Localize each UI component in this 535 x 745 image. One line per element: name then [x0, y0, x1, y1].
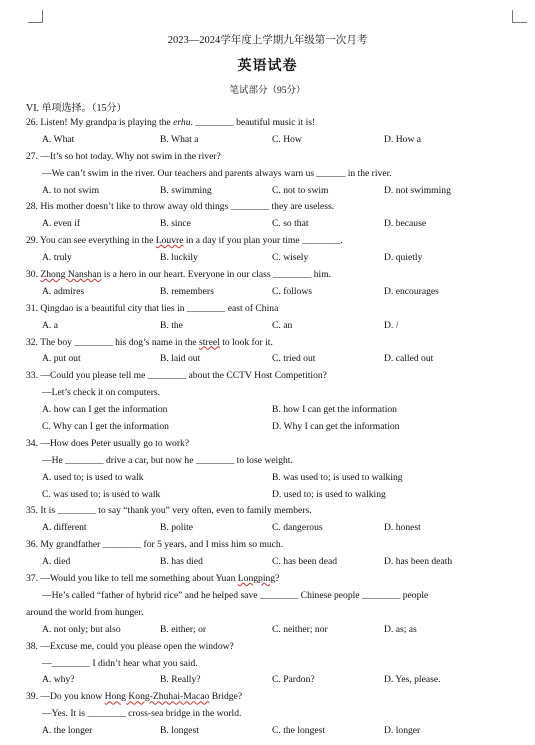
answer-option[interactable]: A. different [42, 522, 87, 534]
paper-title: 英语试卷 [237, 59, 298, 74]
option-row [26, 250, 516, 267]
answer-option[interactable]: D. How a [384, 133, 422, 145]
option-row [26, 487, 516, 504]
question-stem: 32. The boy ________ his dog’s name in the streel to look for it. [26, 336, 273, 348]
question-stem: 35. It is ________ to say “thank you” very often, even to family members. [26, 505, 312, 517]
crop-mark-top-left [28, 10, 43, 23]
answer-option[interactable]: A. truly [42, 252, 72, 264]
question-stem: 28. His mother doesn’t like to throw away old things ________ they are useless. [26, 201, 335, 213]
answer-option[interactable]: D. used to; is used to walking [272, 488, 386, 500]
answer-option[interactable]: C. was used to; is used to walk [42, 488, 161, 500]
answer-option[interactable]: B. since [160, 218, 191, 230]
question-36 [26, 537, 516, 571]
question-37 [26, 571, 516, 639]
question-stem: 37. —Would you like to tell me something about Yuan Longping? [26, 573, 280, 585]
question-stem: 38. —Excuse me, could you please open the window? [26, 640, 234, 652]
question-28 [26, 199, 516, 233]
answer-option[interactable]: C. not to swim [272, 184, 329, 196]
question-32 [26, 335, 516, 369]
question-stem: 39. —Do you know Hong Kong-Zhuhai-Macao Bridge? [26, 691, 243, 703]
answer-option[interactable]: D. quietly [384, 252, 423, 264]
section-title: VI. 单项选择。（15分） [26, 103, 127, 114]
question-38 [26, 639, 516, 690]
answer-option[interactable]: C. so that [272, 218, 309, 230]
answer-option[interactable]: B. remembers [160, 285, 214, 297]
answer-option[interactable]: B. luckily [160, 252, 198, 264]
answer-option[interactable]: A. admires [42, 285, 85, 297]
answer-option[interactable]: D. / [384, 319, 399, 331]
question-line: —We can’t swim in the river. Our teachers and parents always warn us ______ in the river. [42, 167, 392, 179]
answer-option[interactable]: D. longer [384, 725, 421, 737]
answer-option[interactable]: B. has died [160, 556, 203, 568]
answer-option[interactable]: D. encourages [384, 285, 439, 297]
question-35 [26, 503, 516, 537]
answer-option[interactable]: C. How [272, 133, 302, 145]
answer-option[interactable]: C. dangerous [272, 522, 323, 534]
answer-option[interactable]: B. how I can get the information [272, 404, 397, 416]
answer-option[interactable]: B. swimming [160, 184, 212, 196]
answer-option[interactable]: A. a [42, 319, 58, 331]
option-row [26, 470, 516, 487]
question-31 [26, 301, 516, 335]
answer-option[interactable]: A. used to; is used to walk [42, 471, 144, 483]
option-row [26, 318, 516, 335]
answer-option[interactable]: A. the longer [42, 725, 93, 737]
answer-option[interactable]: A. why? [42, 674, 75, 686]
option-row [26, 132, 516, 149]
answer-option[interactable]: C. Why can I get the information [42, 421, 169, 433]
section-score: 笔试部分（95分） [229, 86, 306, 96]
option-row [26, 402, 516, 419]
question-line: —________ I didn’t hear what you said. [42, 657, 198, 669]
answer-option[interactable]: C. an [272, 319, 293, 331]
question-39 [26, 689, 516, 740]
answer-option[interactable]: B. was used to; is used to walking [272, 471, 403, 483]
question-stem: 30. Zhong Nanshan is a hero in our heart. Everyone in our class ________ him. [26, 269, 332, 281]
answer-option[interactable]: D. honest [384, 522, 421, 534]
answer-option[interactable]: A. not only; but also [42, 623, 121, 635]
answer-option[interactable]: B. Really? [160, 674, 201, 686]
answer-option[interactable]: C. has been dead [272, 556, 338, 568]
question-33 [26, 368, 516, 436]
question-line: around the world from hunger. [26, 606, 144, 618]
answer-option[interactable]: B. polite [160, 522, 194, 534]
answer-option[interactable]: B. the [160, 319, 183, 331]
question-line: —He’s called “father of hybrid rice” and he helped save ________ Chinese people ________ people [42, 589, 429, 601]
answer-option[interactable]: D. called out [384, 353, 434, 365]
answer-option[interactable]: D. because [384, 218, 427, 230]
crop-mark-top-right [512, 10, 527, 23]
question-stem: 26. Listen! My grandpa is playing the erhu. ________ beautiful music it is! [26, 117, 316, 128]
question-stem: 34. —How does Peter usually go to work? [26, 437, 190, 449]
answer-option[interactable]: A. What [42, 133, 75, 145]
option-row [26, 351, 516, 368]
question-line: —He ________ drive a car, but now he ________ to lose weight. [42, 454, 293, 466]
question-30 [26, 267, 516, 301]
answer-option[interactable]: A. how can I get the information [42, 404, 168, 416]
option-row [26, 554, 516, 571]
answer-option[interactable]: C. Pardon? [272, 674, 315, 686]
answer-option[interactable]: A. died [42, 556, 71, 568]
question-stem: 27. —It’s so hot today. Why not swim in the river? [26, 150, 221, 162]
answer-option[interactable]: C. neither; nor [272, 623, 328, 635]
answer-option[interactable]: A. put out [42, 353, 81, 365]
answer-option[interactable]: C. follows [272, 285, 312, 297]
answer-option[interactable]: D. Why I can get the information [272, 421, 400, 433]
answer-option[interactable]: B. longest [160, 725, 199, 737]
question-line: —Let’s check it on computers. [42, 387, 161, 399]
option-row [26, 284, 516, 301]
answer-option[interactable]: B. either; or [160, 623, 207, 635]
option-row [26, 520, 516, 537]
question-line: —Yes. It is ________ cross-sea bridge in the world. [42, 708, 242, 720]
answer-option[interactable]: D. has been death [384, 556, 453, 568]
question-27 [26, 149, 516, 200]
answer-option[interactable]: C. wisely [272, 252, 309, 264]
question-34 [26, 436, 516, 504]
answer-option[interactable]: C. the longest [272, 725, 326, 737]
question-stem: 29. You can see everything in the Louvre in a day if you plan your time ________. [26, 235, 343, 247]
question-stem: 31. Qingdao is a beautiful city that lies in ________ east of China [26, 302, 279, 314]
answer-option[interactable]: B. laid out [160, 353, 201, 365]
answer-option[interactable]: B. What a [160, 133, 199, 145]
option-row [26, 419, 516, 436]
question-list [26, 115, 516, 740]
option-row [26, 216, 516, 233]
question-stem: 36. My grandfather ________ for 5 years, and I miss him so much. [26, 539, 284, 551]
question-26 [26, 115, 516, 149]
option-row [26, 723, 516, 740]
answer-option[interactable]: C. tried out [272, 353, 316, 365]
answer-option[interactable]: D. as; as [384, 623, 417, 635]
exam-title: 2023—2024学年度上学期九年级第一次月考 [167, 35, 368, 46]
option-row [26, 622, 516, 639]
answer-option[interactable]: A. to not swim [42, 184, 100, 196]
answer-option[interactable]: A. even if [42, 218, 81, 230]
answer-option[interactable]: D. Yes, please. [384, 674, 441, 686]
question-29 [26, 233, 516, 267]
answer-option[interactable]: D. not swimming [384, 184, 451, 196]
option-row [26, 183, 516, 200]
question-stem: 33. —Could you please tell me ________ about the CCTV Host Competition? [26, 370, 327, 382]
option-row [26, 672, 516, 689]
